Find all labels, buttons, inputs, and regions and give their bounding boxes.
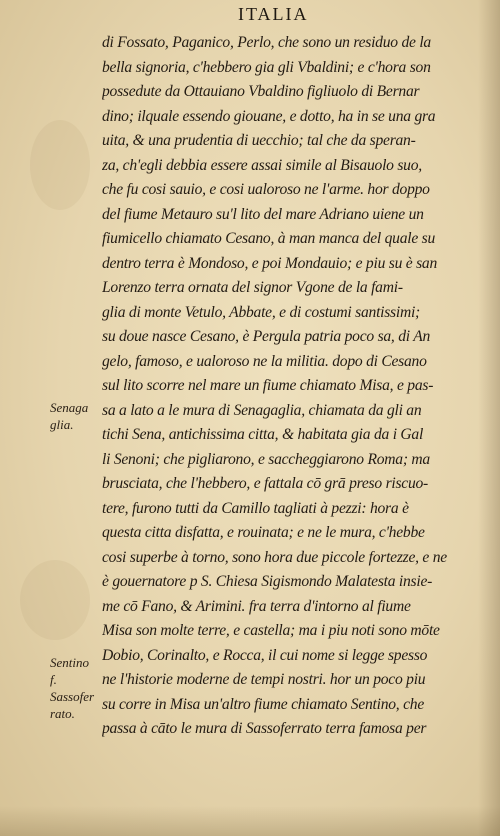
text-line: uita, & una prudentia di uecchio; tal che da speran- — [102, 132, 416, 149]
text-line: è gouernatore p S. Chiesa Sigismondo Malatesta insie- — [102, 573, 433, 590]
margin-note-sentino — [50, 654, 94, 722]
text-line: za, ch'egli debbia essere assai simile al Bisauolo suo, — [102, 156, 422, 174]
running-head: ITALIA — [238, 4, 309, 24]
text-line: di Fossato, Paganico, Perlo, che sono un residuo de la — [102, 34, 431, 51]
text-line: dentro terra è Mondoso, e poi Mondauio; e piu su è san — [102, 254, 438, 272]
text-line: Misa son molte terre, e castella; ma i piu noti sono mōte — [102, 622, 440, 639]
text-line: fiumicello chiamato Cesano, à man manca del quale su — [102, 230, 436, 247]
page-edge-shadow — [478, 0, 500, 836]
text-line: tichi Sena, antichissima citta, & habitata gia da i Gal — [102, 426, 424, 443]
margin-note-line: glia. — [50, 417, 74, 432]
paper-stain — [30, 120, 90, 210]
text-line: sa a lato a le mura di Senagaglia, chiamata da gli an — [102, 401, 422, 419]
text-line: brusciata, che l'hebbero, e fattala cō grā preso riscuo- — [102, 475, 428, 492]
text-line: bella signoria, c'hebbero gia gli Vbaldini; e c'hora son — [102, 58, 431, 76]
text-line: glia di monte Vetulo, Abbate, e di costumi santissimi; — [102, 303, 420, 321]
text-line: del fiume Metauro su'l lito del mare Adriano uiene un — [102, 205, 424, 223]
margin-note-line: f. — [50, 672, 57, 687]
text-line: che fu cosi sauio, e cosi ualoroso ne l'arme. hor doppo — [102, 181, 430, 198]
text-line: tere, furono tutti da Camillo tagliati à pezzi: hora è — [102, 499, 409, 517]
margin-note-line: Senaga — [50, 400, 89, 415]
margin-note-line: rato. — [50, 706, 75, 721]
text-line: li Senoni; che pigliarono, e saccheggiarono Roma; ma — [102, 450, 430, 468]
text-line: possedute da Ottauiano Vbaldino figliuolo di Bernar — [102, 83, 420, 100]
text-line: me cō Fano, & Arimini. fra terra d'intorno al fiume — [102, 597, 411, 615]
text-line: dino; ilquale essendo giouane, e dotto, ha in se una gra — [102, 107, 436, 125]
text-line: questa citta disfatta, e rouinata; e ne le mura, c'hebbe — [102, 524, 425, 541]
text-line: passa à cāto le mura di Sassoferrato terra famosa per — [102, 720, 427, 737]
margin-note-line: Sentino — [50, 655, 89, 670]
text-line: su doue nasce Cesano, è Pergula patria poco sa, di An — [102, 328, 431, 345]
text-line: su corre in Misa un'altro fiume chiamato Sentino, che — [102, 695, 424, 713]
text-line: Dobio, Corinalto, e Rocca, il cui nome si legge spesso — [102, 646, 428, 664]
text-line: gelo, famoso, e ualoroso ne la militia. dopo di Cesano — [102, 352, 427, 370]
text-line: sul lito scorre nel mare un fiume chiamato Misa, e pas- — [102, 377, 434, 394]
text-line: ne l'historie moderne de tempi nostri. hor un poco piu — [102, 671, 426, 688]
body-text-column — [102, 31, 478, 742]
margin-note-senagaglia — [50, 399, 88, 433]
margin-note-line: Sassofer — [50, 689, 95, 704]
text-line: Lorenzo terra ornata del signor Vgone de la fami- — [102, 279, 403, 296]
page-bottom-shadow — [0, 806, 500, 836]
text-line: cosi superbe à torno, sono hora due piccole fortezze, e ne — [102, 548, 447, 566]
paper-stain — [20, 560, 90, 640]
